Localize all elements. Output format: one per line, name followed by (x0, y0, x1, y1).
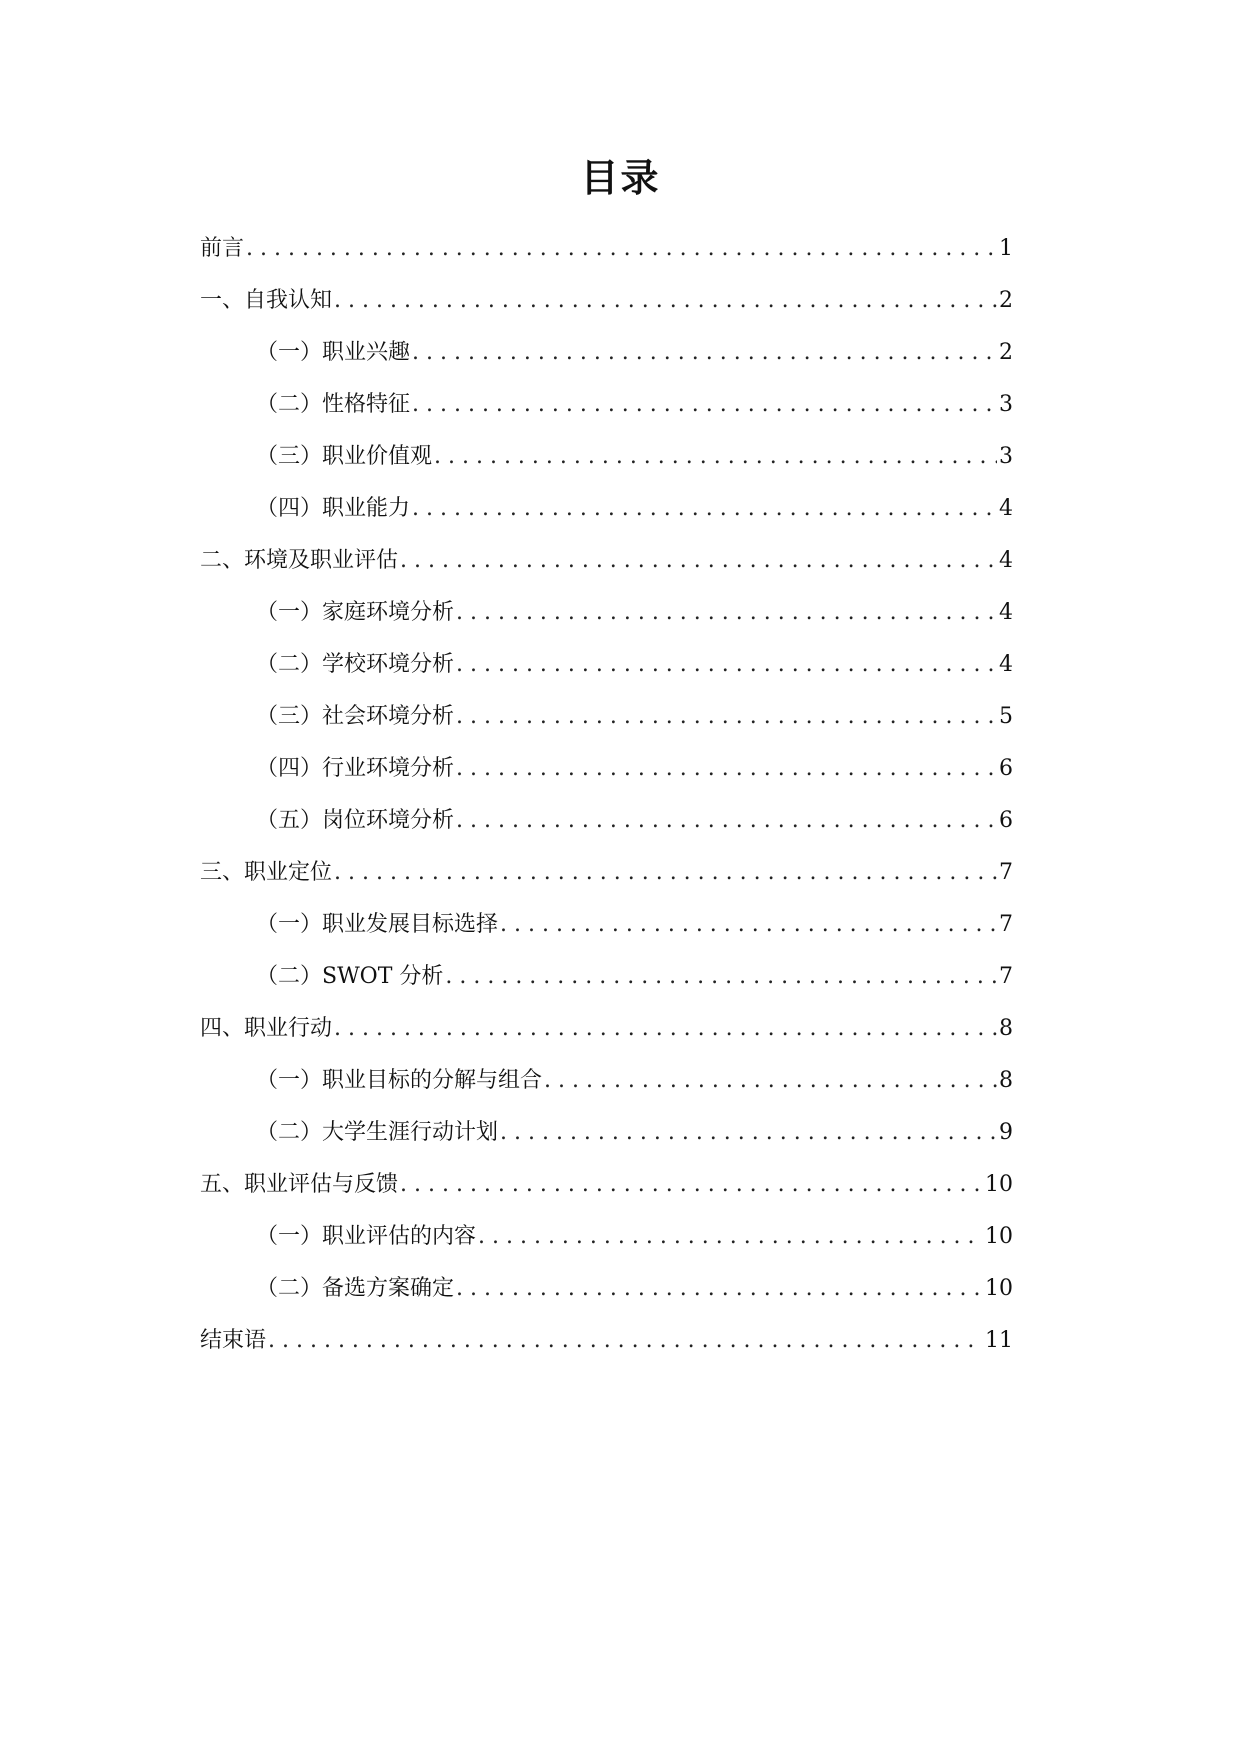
toc-entry-label: （三）社会环境分析 (256, 704, 455, 729)
toc-dot-leader (544, 1055, 997, 1107)
toc-entry-label: （三）职业价值观 (256, 444, 433, 469)
toc-entry-page-number: 2 (999, 288, 1013, 313)
toc-entry-page-number: 5 (999, 704, 1013, 729)
toc-dot-leader (456, 795, 997, 847)
toc-entry-section[interactable] (200, 899, 1013, 951)
toc-dot-leader (456, 691, 997, 743)
toc-entry-page-number: 8 (999, 1068, 1013, 1093)
toc-entry-page-number: 6 (999, 808, 1013, 833)
toc-entry-page-number: 7 (999, 964, 1013, 989)
toc-dot-leader (456, 639, 997, 691)
toc-entry-section[interactable] (200, 1107, 1013, 1159)
toc-dot-leader (412, 379, 997, 431)
toc-entry-page-number: 7 (999, 912, 1013, 937)
toc-entry-section[interactable] (200, 483, 1013, 535)
toc-entry-page-number: 7 (999, 860, 1013, 885)
toc-entry-chapter[interactable] (200, 847, 1013, 899)
toc-entry-section[interactable] (200, 327, 1013, 379)
toc-entry-label: （一）家庭环境分析 (256, 600, 455, 625)
toc-title: 目录 (580, 156, 661, 200)
toc-dot-leader (500, 899, 997, 951)
toc-dot-leader (456, 1263, 983, 1315)
toc-entry-page-number: 2 (999, 340, 1013, 365)
toc-entry-label: 五、职业评估与反馈 (200, 1172, 399, 1197)
toc-entry-section[interactable] (200, 1263, 1013, 1315)
toc-entry-section[interactable] (200, 691, 1013, 743)
toc-entry-section[interactable] (200, 379, 1013, 431)
toc-entry-chapter[interactable] (200, 275, 1013, 327)
toc-entry-label: （一）职业兴趣 (256, 340, 411, 365)
toc-entry-section[interactable] (200, 743, 1013, 795)
toc-dot-leader (500, 1107, 997, 1159)
toc-entry-page-number: 3 (999, 444, 1013, 469)
toc-entry-page-number: 4 (999, 652, 1013, 677)
toc-dot-leader (246, 223, 997, 275)
toc-dot-leader (400, 535, 997, 587)
toc-entry-label: （四）职业能力 (256, 496, 411, 521)
toc-entry-label: （一）职业目标的分解与组合 (256, 1068, 543, 1093)
toc-entry-label: （五）岗位环境分析 (256, 808, 455, 833)
toc-entry-page-number: 10 (985, 1224, 1013, 1249)
toc-entry-page-number: 10 (985, 1276, 1013, 1301)
toc-dot-leader (445, 951, 997, 1003)
toc-entry-chapter[interactable] (200, 535, 1013, 587)
toc-entry-label: （二）学校环境分析 (256, 652, 455, 677)
toc-entry-label: （一）职业评估的内容 (256, 1224, 477, 1249)
toc-entry-page-number: 11 (985, 1328, 1013, 1353)
toc-dot-leader (412, 327, 997, 379)
toc-entry-label: （二）大学生涯行动计划 (256, 1120, 499, 1145)
toc-entry-label: （一）职业发展目标选择 (256, 912, 499, 937)
toc-entry-chapter[interactable] (200, 1315, 1013, 1367)
toc-entry-section[interactable] (200, 431, 1013, 483)
toc-entry-label: 前言 (200, 236, 245, 261)
toc-entry-page-number: 8 (999, 1016, 1013, 1041)
toc-entry-label: 结束语 (200, 1328, 267, 1353)
toc-entry-page-number: 10 (985, 1172, 1013, 1197)
toc-entry-page-number: 3 (999, 392, 1013, 417)
toc-entry-section[interactable] (200, 795, 1013, 847)
toc-entry-section[interactable] (200, 587, 1013, 639)
toc-entry-page-number: 6 (999, 756, 1013, 781)
toc-entry-label: （二）备选方案确定 (256, 1276, 455, 1301)
toc-entry-label: （四）行业环境分析 (256, 756, 455, 781)
toc-entry-section[interactable] (200, 1055, 1013, 1107)
toc-entry-chapter[interactable] (200, 1159, 1013, 1211)
toc-dot-leader (400, 1159, 983, 1211)
toc-dot-leader (456, 587, 997, 639)
toc-entry-section[interactable] (200, 1211, 1013, 1263)
toc-entry-label: 二、环境及职业评估 (200, 548, 399, 573)
toc-entry-chapter[interactable] (200, 223, 1013, 275)
toc-entry-label: （二）SWOT 分析 (256, 964, 444, 989)
toc-dot-leader (478, 1211, 983, 1263)
toc-dot-leader (412, 483, 997, 535)
toc-dot-leader (456, 743, 997, 795)
toc-dot-leader (268, 1315, 983, 1367)
toc-entry-label: 三、职业定位 (200, 860, 333, 885)
toc-dot-leader (334, 847, 997, 899)
toc-entry-chapter[interactable] (200, 1003, 1013, 1055)
toc-entry-section[interactable] (200, 951, 1013, 1003)
toc-entry-page-number: 4 (999, 548, 1013, 573)
toc-entry-page-number: 1 (999, 236, 1013, 261)
toc-entry-page-number: 4 (999, 496, 1013, 521)
toc-entry-page-number: 9 (999, 1120, 1013, 1145)
toc-list (200, 223, 1013, 1367)
toc-entry-section[interactable] (200, 639, 1013, 691)
toc-entry-label: （二）性格特征 (256, 392, 411, 417)
toc-dot-leader (334, 1003, 997, 1055)
toc-dot-leader (434, 431, 997, 483)
toc-dot-leader (334, 275, 997, 327)
toc-entry-label: 一、自我认知 (200, 288, 333, 313)
toc-entry-page-number: 4 (999, 600, 1013, 625)
toc-entry-label: 四、职业行动 (200, 1016, 333, 1041)
